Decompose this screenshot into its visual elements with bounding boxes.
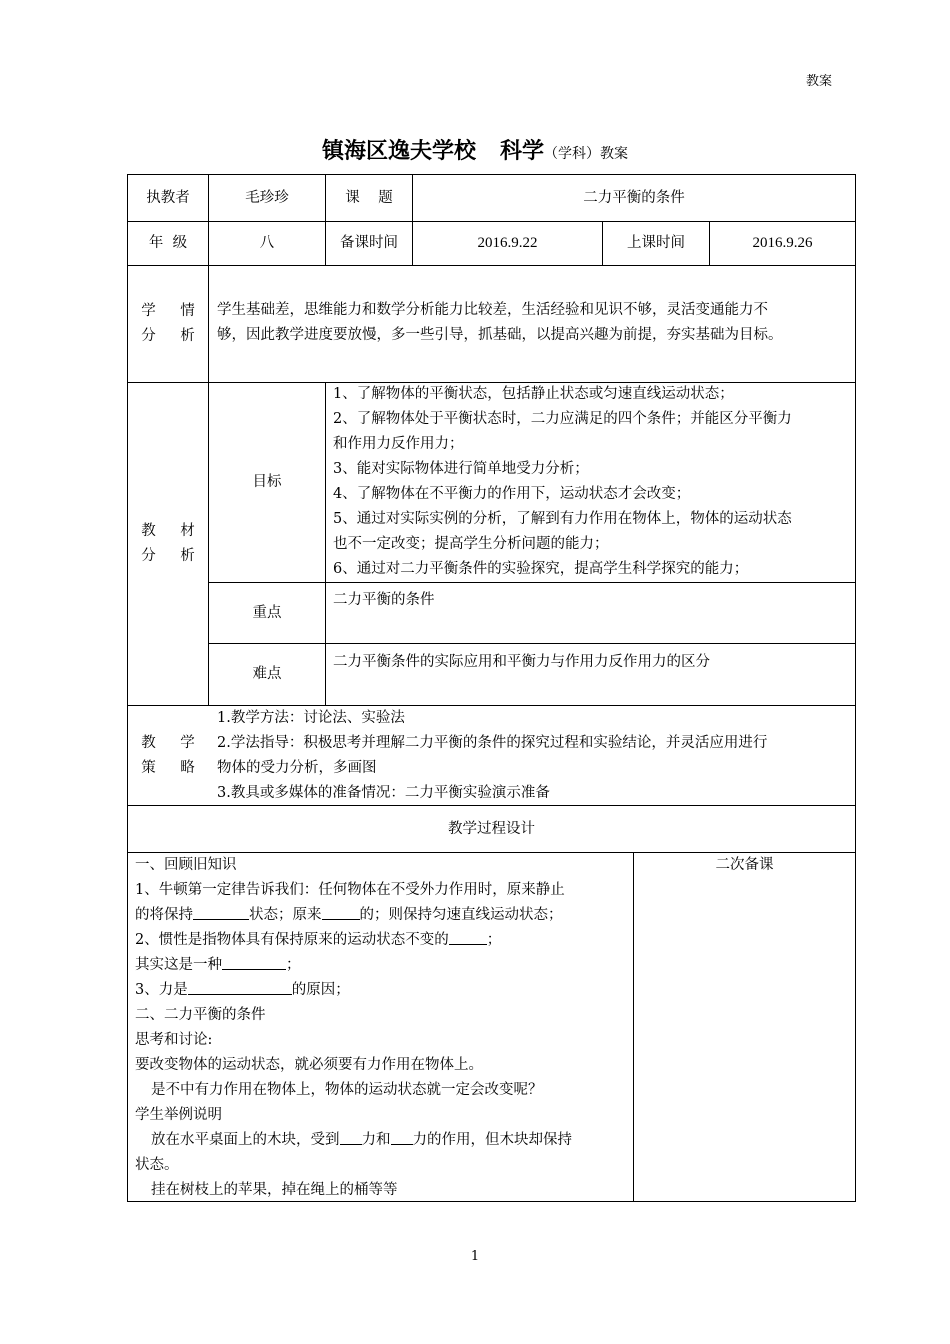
- goals-label: 目标: [252, 474, 282, 490]
- strategy-label: 教 学 策 略: [141, 734, 205, 776]
- prep-time-label: 备课时间: [340, 235, 398, 251]
- material-analysis-label: 教 材 分 析: [141, 523, 205, 564]
- process-line: 思考和讨论:: [135, 1032, 213, 1048]
- fill-blank: [322, 905, 360, 920]
- process-line: 放在水平桌面上的木块，受到 力和 力的作用，但木块却保持: [151, 1132, 572, 1148]
- goal-item: 2、了解物体处于平衡状态时，二力应满足的四个条件；并能区分平衡力: [333, 411, 792, 427]
- process-line: 3、力是 的原因；: [135, 982, 350, 998]
- page-title: [0, 134, 950, 165]
- fill-blank: [391, 1130, 413, 1145]
- student-analysis-label: 学 情 分 析: [141, 303, 205, 344]
- goal-item: 和作用力反作用力；: [333, 436, 464, 452]
- goal-item: 也不一定改变；提高学生分析问题的能力；: [333, 536, 609, 552]
- fill-blank: [188, 980, 292, 995]
- process-line: 是不中有力作用在物体上，物体的运动状态就一定会改变呢？: [151, 1082, 543, 1098]
- goal-item: 6、通过对二力平衡条件的实验探究，提高学生科学探究的能力；: [333, 561, 749, 577]
- process-line: 要改变物体的运动状态，就必须要有力作用在物体上。: [135, 1057, 483, 1073]
- teacher-label: 执教者: [146, 189, 190, 206]
- process-line: 一、回顾旧知识: [135, 857, 237, 873]
- fill-blank: [193, 905, 249, 920]
- subject-note: （学科）教案: [544, 146, 629, 162]
- goal-item: 1、了解物体的平衡状态，包括静止状态或匀速直线运动状态；: [333, 386, 734, 402]
- second-prep-label: 二次备课: [715, 857, 774, 873]
- goal-item: 5、通过对实际实例的分析，了解到有力作用在物体上，物体的运动状态: [333, 511, 792, 527]
- key-point-text: 二力平衡的条件: [333, 592, 435, 608]
- teacher-name: 毛珍珍: [245, 189, 289, 206]
- class-date: 2016.9.26: [752, 235, 813, 251]
- key-point-label: 重点: [252, 604, 282, 621]
- school-name: 镇海区逸夫学校: [321, 139, 476, 164]
- topic-value: 二力平衡的条件: [583, 189, 685, 206]
- subject-name: 科学: [500, 139, 545, 164]
- fill-blank: [449, 930, 487, 945]
- goal-item: 4、了解物体在不平衡力的作用下，运动状态才会改变；: [333, 486, 691, 502]
- page-number: 1: [470, 1249, 480, 1264]
- student-analysis-text: 学生基础差，思维能力和数学分析能力比较差，生活经验和见识不够，灵活变通能力不 够，因此教学进度要放慢，多一些引导，抓基础，以提高兴趣为前提，夯实基础为目标。: [217, 302, 783, 343]
- fill-blank: [340, 1130, 362, 1145]
- goal-item: 3、能对实际物体进行简单地受力分析；: [333, 461, 589, 477]
- goals-list: [328, 382, 855, 582]
- topic-label: 课 题: [345, 189, 393, 206]
- process-content: [135, 853, 631, 1203]
- difficulty-text: 二力平衡条件的实际应用和平衡力与作用力反作用力的区分: [333, 654, 710, 670]
- header-tag: 教案: [806, 74, 833, 89]
- grade-label: 年 级: [148, 235, 188, 251]
- process-line: 1、牛顿第一定律告诉我们：任何物体在不受外力作用时，原来静止: [135, 882, 565, 898]
- process-line: 其实这是一种 ；: [135, 957, 301, 973]
- class-time-label: 上课时间: [627, 235, 685, 251]
- process-line: 2、惯性是指物体具有保持原来的运动状态不变的 ；: [135, 932, 502, 948]
- process-line: 二、二力平衡的条件: [135, 1007, 266, 1023]
- difficulty-label: 难点: [252, 666, 282, 682]
- process-line: 状态。: [135, 1157, 179, 1173]
- grade-value: 八: [259, 235, 275, 251]
- process-line: 挂在树枝上的苹果，掉在绳上的桶等等: [151, 1182, 398, 1198]
- fill-blank: [222, 955, 286, 970]
- prep-date: 2016.9.22: [477, 235, 538, 251]
- strategy-text: 1.教学方法：讨论法、实验法 2.学法指导：积极思考并理解二力平衡的条件的探究过程和实验结论，并灵活应用进行 物体的受力分析，多画图 3.教具或多媒体的准备情况：二力平衡实验演示准备: [217, 710, 768, 801]
- process-line: 的将保持 状态；原来 的；则保持匀速直线运动状态；: [135, 907, 563, 923]
- process-line: 学生举例说明: [135, 1107, 222, 1123]
- process-heading: 教学过程设计: [448, 820, 535, 837]
